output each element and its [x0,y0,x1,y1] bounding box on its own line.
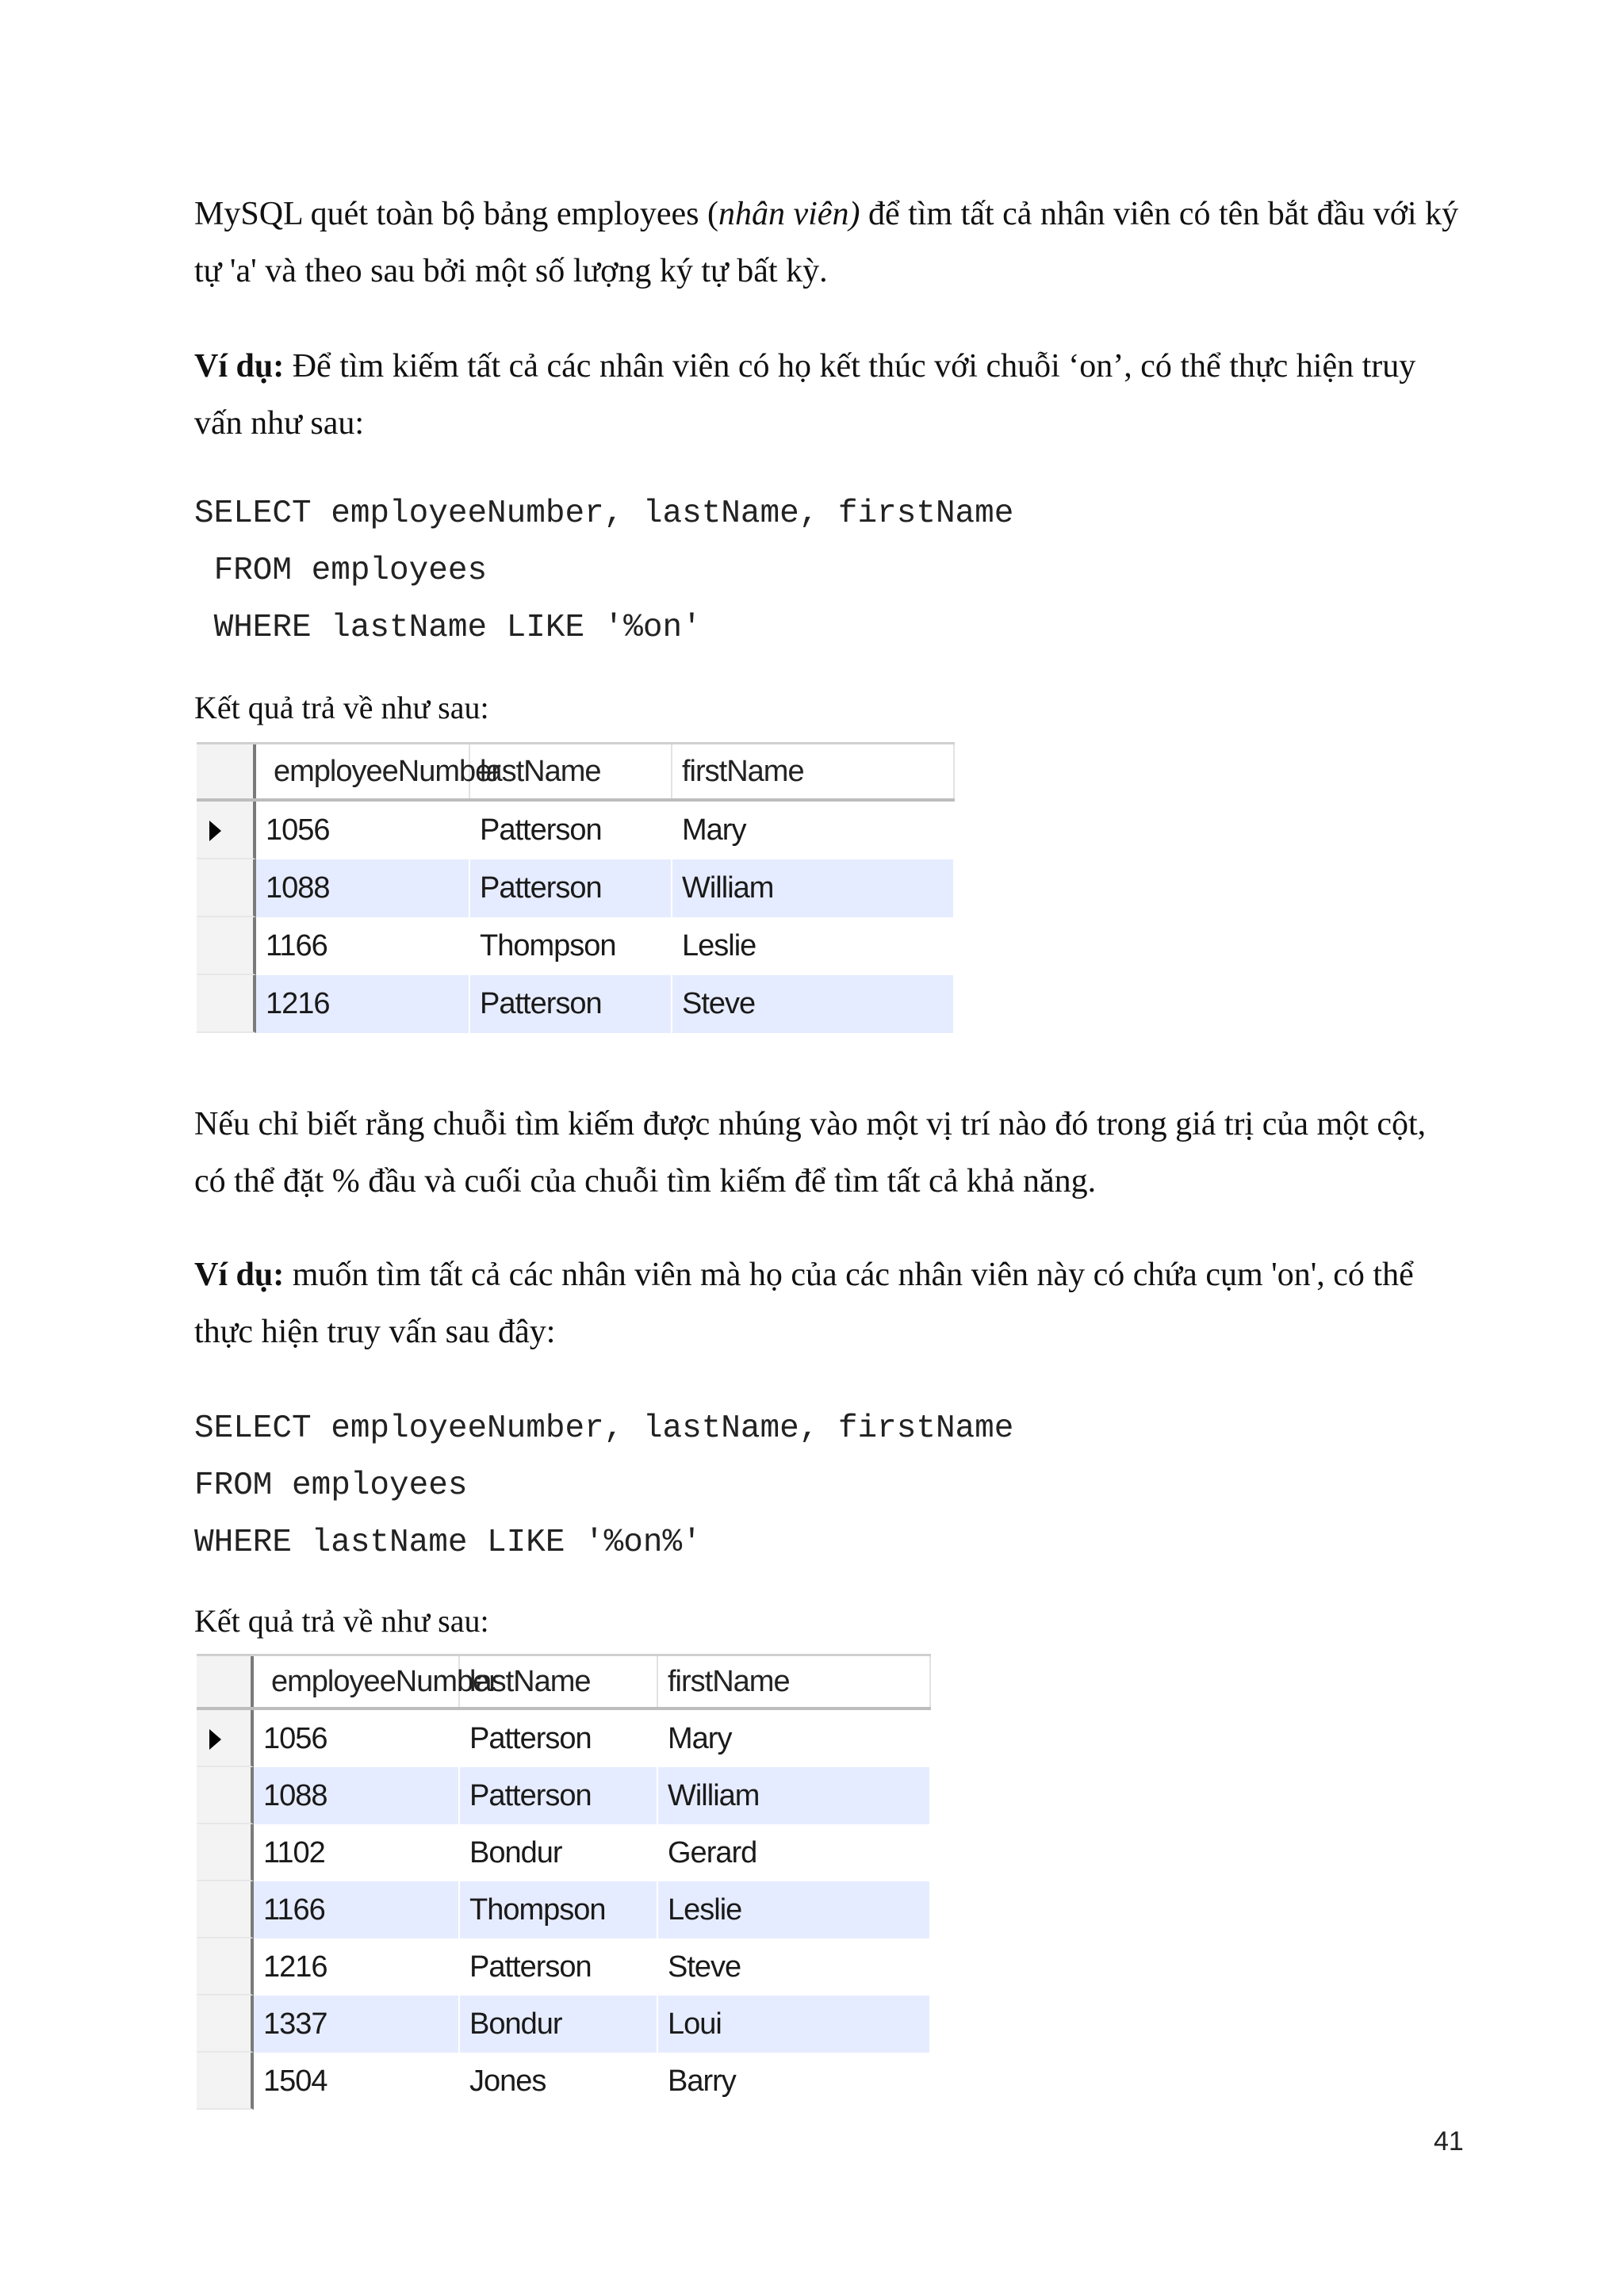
row-selector[interactable] [197,802,256,859]
cell-firstName[interactable]: Gerard [658,1824,931,1881]
result-grid-1 [197,742,955,1033]
code-line: SELECT employeeNumber, lastName, firstName [194,496,1014,532]
cell-employeeNumber[interactable]: 1166 [254,1881,460,1938]
table-row[interactable] [197,859,955,917]
cell-lastName[interactable]: Patterson [460,1767,658,1824]
row-selector[interactable] [197,1710,254,1767]
cell-employeeNumber[interactable]: 1088 [256,859,470,917]
cell-firstName[interactable]: Barry [658,2053,931,2110]
row-selector-header [197,1656,254,1707]
cell-firstName[interactable]: Loui [658,1996,931,2053]
example-1-paragraph [194,338,1463,452]
cell-employeeNumber[interactable]: 1166 [256,917,470,975]
table-row[interactable] [197,1996,931,2053]
cell-lastName[interactable]: Patterson [460,1938,658,1996]
table-row[interactable] [197,1881,931,1938]
table-row[interactable] [197,2053,931,2110]
table-row[interactable] [197,802,955,859]
row-selector[interactable] [197,1938,254,1996]
row-selector-header [197,744,256,798]
sql-code-block-2 [194,1400,1013,1571]
cell-employeeNumber[interactable]: 1216 [254,1938,460,1996]
row-selector[interactable] [197,2053,254,2110]
paragraph-intro [194,186,1463,300]
current-row-arrow-icon [209,1729,221,1750]
cell-firstName[interactable]: Mary [658,1710,931,1767]
row-selector[interactable] [197,1881,254,1938]
table-row[interactable] [197,1824,931,1881]
table-row[interactable] [197,1710,931,1767]
result-caption-1: Kết quả trả về như sau: [194,690,489,725]
example-1-colon: : [273,348,285,385]
column-header-employeeNumber[interactable]: employeeNumber [264,744,470,798]
cell-lastName[interactable]: Patterson [470,975,672,1033]
example-1-text: Để tìm kiếm tất cả các nhân viên có họ kết thúc với chuỗi ‘on’, có thể thực hiện truy vấn như sau: [194,348,1416,442]
column-header-lastName[interactable]: lastName [460,1656,658,1707]
row-selector[interactable] [197,1767,254,1824]
paragraph-intro-text: MySQL quét toàn bộ bảng employees ( [194,196,718,232]
cell-firstName[interactable]: Steve [658,1938,931,1996]
current-row-arrow-icon [209,821,221,841]
cell-lastName[interactable]: Patterson [470,859,672,917]
column-header-employeeNumber[interactable]: employeeNumber [262,1656,460,1707]
row-selector[interactable] [197,859,256,917]
cell-employeeNumber[interactable]: 1056 [254,1710,460,1767]
row-selector[interactable] [197,1996,254,2053]
page-number: 41 [1434,2126,1464,2156]
cell-employeeNumber[interactable]: 1337 [254,1996,460,2053]
code-line: SELECT employeeNumber, lastName, firstName [194,1410,1014,1447]
result-grid-2 [197,1654,931,2110]
cell-employeeNumber[interactable]: 1088 [254,1767,460,1824]
cell-firstName[interactable]: Steve [672,975,955,1033]
code-line: FROM employees [194,1468,468,1504]
example-2-label: Ví dụ: [194,1257,285,1293]
cell-lastName[interactable]: Thompson [460,1881,658,1938]
cell-lastName[interactable]: Patterson [470,802,672,859]
code-line: FROM employees [194,553,488,589]
paragraph-wildcard-text: Nếu chỉ biết rằng chuỗi tìm kiếm được nhúng vào một vị trí nào đó trong giá trị của một cột, có thể đặt % đầu và cuối của chuỗi tìm kiếm để tìm tất cả khả năng. [194,1106,1427,1200]
example-1-label: Ví dụ [194,348,274,385]
cell-lastName[interactable]: Bondur [460,1824,658,1881]
paragraph-wildcard [194,1096,1463,1210]
example-2-text: muốn tìm tất cả các nhân viên mà họ của các nhân viên này có chứa cụm 'on', có thể thực hiện truy vấn sau đây: [194,1257,1414,1350]
table-row[interactable] [197,975,955,1033]
cell-employeeNumber[interactable]: 1056 [256,802,470,859]
row-selector[interactable] [197,975,256,1033]
cell-firstName[interactable]: William [672,859,955,917]
code-line: WHERE lastName LIKE '%on%' [194,1525,702,1561]
paragraph-intro-text-end: để tìm tất cả nhân viên có tên bắt đầu với ký tự 'a' và theo sau bởi một số lượng ký tự bất kỳ. [194,196,1459,289]
cell-lastName[interactable]: Patterson [460,1710,658,1767]
cell-employeeNumber[interactable]: 1216 [256,975,470,1033]
column-header-firstName[interactable]: firstName [672,744,955,798]
cell-lastName[interactable]: Jones [460,2053,658,2110]
result-caption-2: Kết quả trả về như sau: [194,1603,489,1639]
cell-employeeNumber[interactable]: 1102 [254,1824,460,1881]
example-2-paragraph [194,1246,1463,1360]
row-selector[interactable] [197,917,256,975]
table-row[interactable] [197,917,955,975]
cell-lastName[interactable]: Thompson [470,917,672,975]
grid-header [197,1654,931,1710]
cell-firstName[interactable]: Leslie [672,917,955,975]
paragraph-intro-italic: nhân viên) [718,196,860,232]
row-selector[interactable] [197,1824,254,1881]
table-row[interactable] [197,1938,931,1996]
column-header-lastName[interactable]: lastName [470,744,672,798]
sql-code-block-1 [194,485,1013,656]
cell-firstName[interactable]: William [658,1767,931,1824]
cell-firstName[interactable]: Leslie [658,1881,931,1938]
grid-header [197,742,955,802]
cell-employeeNumber[interactable]: 1504 [254,2053,460,2110]
column-header-firstName[interactable]: firstName [658,1656,931,1707]
cell-lastName[interactable]: Bondur [460,1996,658,2053]
code-line: WHERE lastName LIKE '%on' [194,610,702,646]
cell-firstName[interactable]: Mary [672,802,955,859]
table-row[interactable] [197,1767,931,1824]
